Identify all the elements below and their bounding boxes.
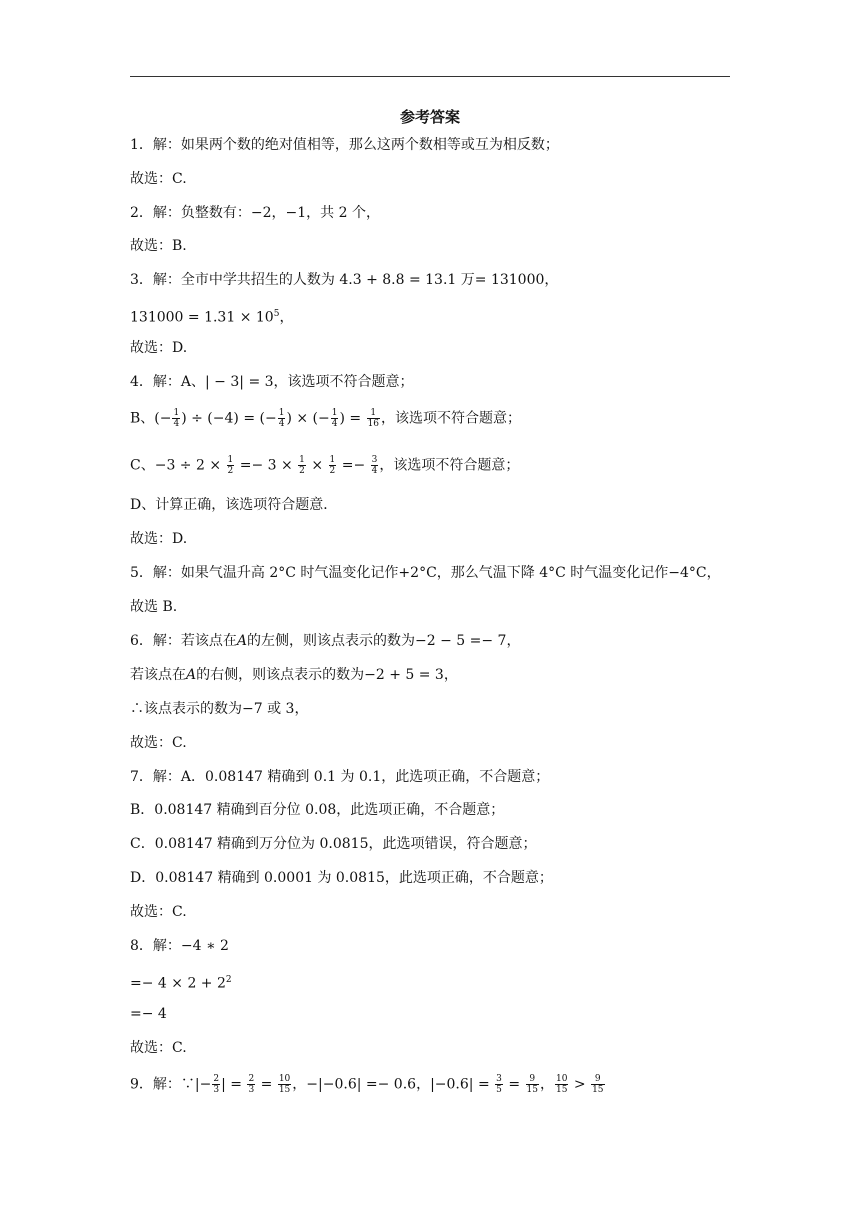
denominator: 2 (299, 466, 305, 476)
answer-line: ∴该点表示的数为−7 或 3， (130, 701, 309, 717)
denominator: 5 (496, 1085, 502, 1095)
fraction (371, 455, 379, 476)
text-seg: ) = (339, 410, 366, 427)
text-seg: ) ÷ (−4) = (− (181, 410, 277, 427)
text-seg: = (503, 1076, 525, 1093)
answer-line: D．0.08147 精确到 0.0001 为 0.0815，此选项正确，不合题意； (130, 870, 553, 886)
answer-line-sci (130, 305, 740, 327)
fraction (172, 408, 180, 429)
denominator: 3 (248, 1085, 255, 1095)
answer-line-option-b (130, 408, 740, 429)
denominator: 4 (331, 419, 338, 429)
answer-line-q9 (130, 1074, 740, 1095)
sci-tail: ， (279, 309, 294, 326)
step-exp: 2 (225, 975, 232, 985)
text-seg: > (569, 1076, 591, 1093)
answer-line: 8．解：−4 ∗ 2 (130, 938, 229, 954)
text-seg: ) × (− (286, 410, 330, 427)
answer-line: 若该点在𝐴的右侧，则该点表示的数为−2 + 5 = 3， (130, 667, 458, 683)
answer-line: 5．解：如果气温升高 2°C 时气温变化记作+2°C，那么气温下降 4°C 时气温变化记作−4°C， (130, 565, 721, 581)
fraction (526, 1074, 539, 1095)
answer-line: 故选：D. (130, 340, 188, 356)
fraction (212, 1074, 220, 1095)
answer-line: D、计算正确，该选项符合题意． (130, 497, 338, 513)
numerator: 1 (329, 455, 336, 465)
answer-line: 3．解：全市中学共招生的人数为 4.3 + 8.8 = 13.1 万= 131000， (130, 272, 559, 288)
fraction (278, 1074, 291, 1095)
sci-lhs: 131000 = 1.31 × 10 (130, 309, 274, 326)
text-seg: C、−3 ÷ 2 × (130, 457, 226, 474)
numerator: 3 (496, 1074, 502, 1084)
answer-line: =− 4 (130, 1006, 167, 1022)
numerator: 1 (299, 455, 305, 465)
numerator: 1 (367, 408, 380, 419)
answer-line: 4．解：A、| − 3| = 3，该选项不符合题意； (130, 374, 414, 390)
answer-line: 7．解：A．0.08147 精确到 0.1 为 0.1，此选项正确，不合题意； (130, 769, 550, 785)
denominator: 15 (526, 1085, 538, 1095)
answer-line: 1．解：如果两个数的绝对值相等，那么这两个数相等或互为相反数； (130, 137, 559, 153)
fraction (495, 1074, 503, 1095)
text-seg: ，该选项不符合题意； (381, 410, 522, 427)
numerator: 9 (591, 1074, 604, 1085)
sci-exp: 5 (273, 309, 280, 319)
text-seg: =− 3 × (235, 457, 298, 474)
answer-line: 故选：C. (130, 735, 187, 751)
fraction (329, 455, 337, 476)
document-title: 参考答案 (399, 108, 460, 126)
header-rule (130, 76, 730, 77)
text-seg: = (256, 1076, 277, 1093)
answer-line: 故选：C. (130, 1040, 187, 1056)
numerator: 1 (173, 408, 180, 418)
denominator: 16 (367, 419, 380, 429)
answer-line-step (130, 971, 740, 993)
text-seg: ，该选项不符合题意； (379, 457, 520, 474)
text-seg: × (306, 457, 328, 474)
answer-line: 2．解：负整数有：−2，−1，共 2 个， (130, 205, 380, 221)
numerator: 10 (278, 1074, 291, 1084)
answer-line: B．0.08147 精确到百分位 0.08，此选项正确，不合题意； (130, 802, 505, 818)
numerator: 1 (331, 408, 338, 418)
denominator: 4 (371, 466, 378, 476)
fraction (298, 455, 306, 476)
text-seg: | = (221, 1076, 247, 1093)
fraction (227, 455, 235, 476)
answer-line: C．0.08147 精确到万分位为 0.0815，此选项错误，符合题意； (130, 836, 537, 852)
text-seg: ， (539, 1076, 554, 1093)
fraction (247, 1074, 255, 1095)
denominator: 4 (278, 419, 285, 429)
numerator: 1 (227, 455, 234, 465)
numerator: 10 (555, 1074, 568, 1084)
answer-line: 故选 B. (130, 599, 178, 615)
text-seg: =− (337, 457, 370, 474)
text-seg: 9．解：∵|− (130, 1076, 212, 1093)
step-lhs: =− 4 × 2 + 2 (130, 975, 226, 992)
numerator: 2 (213, 1074, 220, 1084)
denominator: 15 (555, 1085, 568, 1095)
denominator: 15 (278, 1085, 291, 1095)
denominator: 3 (213, 1085, 220, 1095)
answer-line: 6．解：若该点在𝐴的左侧，则该点表示的数为−2 − 5 =− 7， (130, 633, 521, 649)
denominator: 15 (592, 1085, 604, 1095)
fraction (278, 408, 286, 429)
denominator: 4 (173, 419, 180, 429)
text-seg: B、(− (130, 410, 172, 427)
text-seg: ，−|−0.6| =− 0.6，|−0.6| = (292, 1076, 495, 1093)
numerator: 3 (371, 455, 378, 465)
fraction (331, 408, 339, 429)
numerator: 9 (526, 1074, 539, 1085)
fraction (367, 408, 380, 429)
denominator: 2 (329, 466, 336, 476)
answer-line: 故选：C. (130, 904, 187, 920)
answer-line: 故选：B. (130, 238, 187, 254)
numerator: 2 (248, 1074, 255, 1084)
answer-line-option-c (130, 455, 740, 476)
denominator: 2 (227, 466, 234, 476)
fraction (555, 1074, 568, 1095)
fraction (591, 1074, 604, 1095)
numerator: 1 (278, 408, 285, 418)
answer-line: 故选：D. (130, 531, 188, 547)
answer-line: 故选：C. (130, 171, 187, 187)
